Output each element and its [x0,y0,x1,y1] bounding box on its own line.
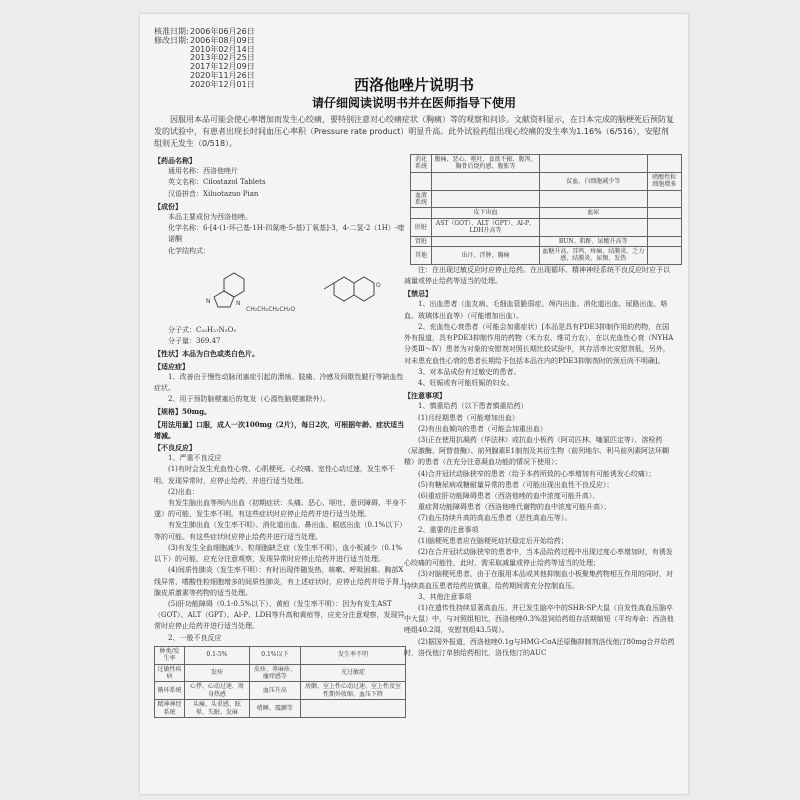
precaution-item: (3)对脑梗死患者，由于在服用本品或其他抑制血小板聚集药物相互作用的同时，对持续高血压患者给药应慎重，给药期间需充分控制血压。 [404,570,673,590]
generic-name: 通用名称：西洛他唑片 [168,167,238,176]
table-row [411,190,682,208]
molecular-weight: 分子量：369.47 [168,337,221,346]
document-title: 西洛他唑片说明书 [353,76,474,94]
precaution-item: (1)脑梗死患者应在脑梗死症状稳定后开始给药； [418,536,568,545]
table-cell [647,218,681,236]
svg-text:O: O [376,281,381,289]
spec-line: 【规格】50mg。 [154,407,212,417]
chemical-name: 化学名称：6-[4-(1-环己基-1H-四氮唑-5-基)丁氧基]-3，4-二氢-2（1H）-喹诺酮 [168,224,405,244]
precaution-item: (5)有糖尿病或糖耐量异常的患者（可能出现出血性不良反应）； [418,480,614,489]
table-cell: 血尿 [539,208,647,218]
adverse-reaction-table [154,646,406,718]
table-cell: 头痛、头重感、眩晕、失眠、发麻 [185,700,250,718]
precaution-subheading: 1、慎重给药（以下患者慎重给药） [418,402,528,411]
revision-row: 2020年11月26日 [190,70,255,80]
table-cell [539,190,647,208]
contraindication-item: 3、对本品成份有过敏史的患者。 [418,367,521,376]
leaflet-sheet [140,14,688,794]
adverse-paragraph: 有发生脑出血等颅内出血（初期症状：头痛、恶心、呕吐、意识障碍、半身不遂）的可能，发生率不明。有这些症状时应停止给药并进行适当处理。 [154,499,406,519]
section-heading: 【适应症】 [154,361,189,371]
table-cell [647,190,681,208]
table-row [411,247,682,265]
document-subtitle: 请仔细阅读说明书并在医师指导下使用 [311,96,516,110]
table-row [411,172,682,190]
left-column [154,154,406,718]
table-cell [432,236,540,246]
revision-row: 2010年02月14日 [190,44,255,54]
structure-label: 化学结构式： [168,246,210,255]
svg-text:N: N [206,297,211,305]
precaution-item: (2)在合并冠状动脉狭窄的患者中，当本品给药过程中出现过度心率增加时，有诱发心绞痛的可能性，此时，需采取减量或停止给药等适当的处理； [404,547,673,568]
table-cell [411,208,432,218]
table-header-cell: 0.1-5% [185,646,250,664]
table-cell: 肾脏 [411,236,432,246]
table-cell [647,155,681,173]
table-row [411,236,682,246]
precaution-item: (1)在遗传性持续显著高血压、并已发生脑卒中的SHR-SP大鼠（自发性高血压脑卒中大鼠）中，与对照组相比，西洛他唑0.3%混饲给药组存活期缩短（平均寿命：西洛他唑组40.2周，安慰剂组43.5周）。 [404,603,674,635]
contraindication-item: 1、出血患者（血友病、毛细血管脆弱症、颅内出血、消化道出血、尿路出血、咯血、玻璃体出血等）（可能增加出血）。 [404,300,668,320]
revision-row: 修改日期: 2006年08月09日 [154,35,255,45]
table-row [155,682,406,700]
molecular-formula: 分子式：C₂₀H₂₇N₅O₂ [168,326,237,335]
adverse-paragraph: (3)有发生全血细胞减少、粒细胞缺乏症（发生率不明），血小板减少（0.1%以下）的可能，应充分注意观察，发现异常时应停止给药并进行适当处理。 [154,543,403,564]
precaution-item: (7)血压持续升高的高血压患者（恶性高血压等）。 [418,514,572,523]
section-heading: 【禁忌】 [404,289,432,299]
precaution-item: (2)有出血倾向的患者（可能会加重出血） [418,424,547,433]
table-cell: 血糖升高、耳鸣、疼痛、结膜炎、乏力感、结膜炎、尿频、发热 [539,247,647,265]
revision-row: 核准日期: 2006年06月26日 [154,27,255,36]
right-column [404,154,676,659]
section-heading: 【药品名称】 [154,156,196,165]
adverse-paragraph: (1)有时会发生充血性心衰、心肌梗死、心绞痛、室性心动过速，发生率不明。发现异常时，应停止给药，并进行适当处理。 [154,465,395,485]
table-note: 注：在出现过敏反应时应停止给药。在出现循环、精神神经系统不良反应时应予以减量或停止给药等适当的处理。 [404,265,670,286]
structure-chain-label: CH₂CH₂CH₂CH₂O [246,305,296,313]
contraindication-item: 2、充血性心衰患者（可能会加重症状）[本品是具有PDE3抑制作用的药物，在国外有报道，具有PDE3抑制作用的药物（米力农、维司力农），在以充血性心衰（NYHA分类Ⅲ～Ⅳ）患者为对象的安慰剂对照长期比较试验中，其存活率比安慰剂低，另外，对未患充血性心衰的患者长期给予包括本品在内的PDE3抑制剂时的预后尚不明确]。 [404,322,674,365]
contraindication-item: 4、妊娠或有可能妊娠的妇女。 [418,378,514,387]
adverse-subheading: 2、一般不良反应 [168,633,222,642]
table-cell: 嗜睡、震颤等 [249,700,300,718]
table-cell: 腹痛、恶心、呕吐、食欲不振、腹泻、胸骨后烧灼感、腹胀等 [432,155,540,173]
adverse-paragraph: (5)肝功能障碍（0.1-0.5%以下）、黄疸（发生率不明）：因为有发生AST（GOT）、ALT（GPT）、Al-P、LDH等升高和黄疸等，应充分注意观察，发现异常时应停止给药并进行适当处理。 [154,599,405,631]
table-cell: 肝脏 [411,218,432,236]
table-cell: 过敏性疾病 [155,664,185,682]
adverse-paragraph: 有发生肺出血（发生率不明）、消化道出血、鼻出血、眼底出血（0.1%以下）等的可能。有这些症状时应停止给药并进行适当处理。 [154,521,403,541]
table-cell: AST（GOT）、ALT（GPT）、Al-P、LDH升高等 [432,218,540,236]
table-cell: 消化系统 [411,155,432,173]
revision-row: 2017年12月09日 [190,62,255,72]
precaution-item: 重症肾功能障碍患者（西洛他唑代谢物的血中浓度可能升高）； [418,503,611,512]
table-cell: 贫血、白细胞减少等 [539,172,647,190]
precaution-item: (2)据国外报道，西洛他唑0.1g与HMG-CoA还原酶抑制剂洛伐他汀80mg合并给药时，洛伐他汀单独给药相比，洛伐他汀的AUC [404,637,675,657]
table-cell: 皮疹、荨麻疹、瘙痒感等 [249,664,300,682]
properties-line: 【性状】本品为白色或类白色片。 [154,349,259,359]
table-cell: 房颤、室上性心动过速、室上性及室性期外收缩、血压下降 [301,682,406,700]
precaution-item: (4)合并冠状动脉狭窄的患者（给予本药所致的心率增加有可能诱发心绞痛）； [418,469,656,478]
table-cell: 血液系统 [411,190,432,208]
section-heading: 【注意事项】 [404,391,446,401]
table-cell [432,190,540,208]
table-header-row [155,646,406,664]
revision-row: 2020年12月01日 [190,79,255,89]
table-cell: 皮下出血 [432,208,540,218]
section-heading: 【成份】 [154,201,182,211]
table-cell [432,172,540,190]
english-name: 英文名称：Cilostazol Tablets [168,178,266,187]
adverse-subheading: 1、严重不良反应 [168,454,222,463]
table-header-cell: 种类/发生率 [155,646,185,664]
table-cell: 循环系统 [155,682,185,700]
dosage-line: 【用法用量】口服，成人一次100mg（2片），每日2次，可根据年龄、症状适当增减。 [154,419,405,440]
table-cell: 其他 [411,247,432,265]
svg-text:N: N [236,299,241,307]
indication-item: 2、用于预防脑梗塞后的复发（心源性脑梗塞除外）。 [168,395,330,404]
indication-item: 1、改善由于慢性动脉闭塞症引起的溃疡、肢痛、冷感及间歇性跛行等缺血性症状。 [154,372,404,393]
section-heading: 【不良反应】 [154,443,196,453]
table-cell: 嗜酸性粒细胞增多 [647,172,681,190]
adverse-paragraph: (4)间质性肺炎（发生率不明）：有时出现伴随发热、咳嗽、呼吸困难、胸部X线异常、嗜酸性粒细胞增多的间质性肺炎，有上述症状时，应停止给药并给予肾上腺皮质激素等药物的适当处理。 [154,566,406,597]
table-cell [411,172,432,190]
table-row [155,664,406,682]
precaution-subheading: 3、其他注意事项 [418,592,472,601]
table-row [411,218,682,236]
adverse-reaction-table-continued [410,154,682,265]
table-cell [539,155,647,173]
precaution-item: (6)重症肝功能障碍患者（西洛他唑的血中浓度可能升高）、 [418,491,600,500]
chemical-structure-diagram [184,259,384,319]
warning-intro: 因服用本品可能会使心率增加而发生心绞痛，要特别注意对心绞痛症状（胸痛）等的观察和问诊。文献资料显示，在日本完成的脑梗死后预防复发的试验中，有患者出现长时间血压心率积（Pressure rate product）明显升高。此外试验药组出现心绞痛的发生率为1.16%（6/516），安慰剂组则无发生（0/518）。 [154,115,674,148]
table-header-cell: 发生率不明 [301,646,406,664]
pinyin-name: 汉语拼音：Xiluotazuo Pian [168,189,259,198]
precaution-item: (3)正在使用抗凝药（华法林）或抗血小板药（阿司匹林、噻氯匹定等）、溶栓药（尿激酶、阿替普酶）、前列腺素E1制剂及其衍生物（前列地尔、利马前列素阿法环糊精）的患者（在充分注意凝血功能的情况下使用）； [404,435,670,467]
table-cell: 出汗、浮肿、胸痛 [432,247,540,265]
table-cell: BUN、肌酐、尿酸升高等 [539,236,647,246]
table-row [155,700,406,718]
table-header-cell: 0.1%以下 [249,646,300,664]
adverse-paragraph: (2)出血： [168,487,199,496]
precaution-subheading: 2、重要的注意事项 [418,525,479,534]
table-row [411,208,682,218]
precaution-item: (1)月经期患者（可能增加出血） [418,413,519,422]
table-cell [647,208,681,218]
revision-row: 2013年02月25日 [190,53,255,63]
main-ingredient: 本品主要成份为西洛他唑。 [168,213,252,222]
table-cell [539,218,647,236]
table-cell: 光过敏症 [301,664,406,682]
table-cell: 发疹 [185,664,250,682]
table-cell [647,236,681,246]
table-cell [301,700,406,718]
table-row [411,155,682,173]
table-cell: 心悸、心动过速、周身热感 [185,682,250,700]
table-cell: 血压升高 [249,682,300,700]
table-cell [647,247,681,265]
table-cell: 精神神经系统 [155,700,185,718]
